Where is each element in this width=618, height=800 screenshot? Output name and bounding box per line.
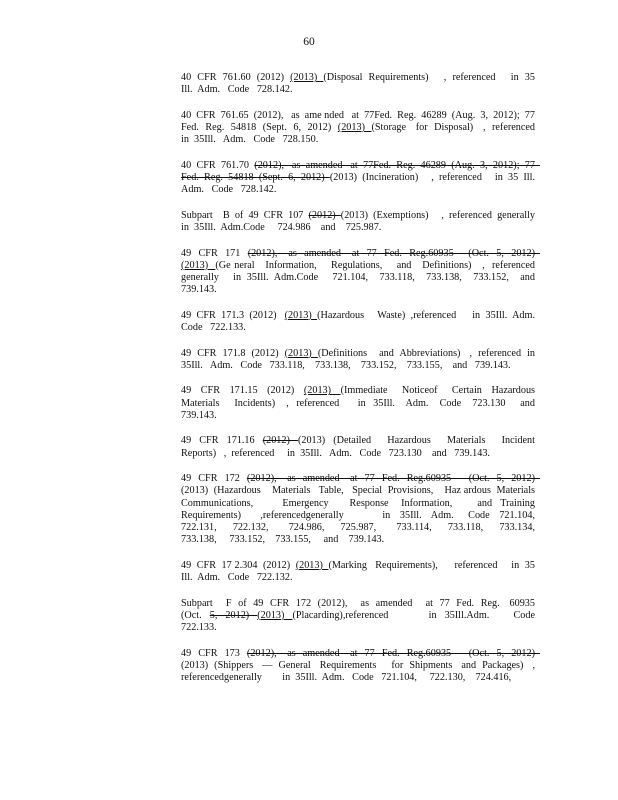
deleted-text: (2012), as amended at 77 Fed. Reg.60935 (Oct. 5, 2012)	[247, 247, 541, 259]
citation-text: (Immediate Noticeof Certain Hazardous Materials Incidents) , referenced in 35Ill. Adm. Code 723.130 and 739.143.	[181, 385, 541, 421]
inserted-text: (2013)	[303, 385, 341, 397]
citation-text: 49 CFR 173	[181, 647, 247, 659]
citation-entry	[181, 559, 541, 584]
deleted-text: 5, 2012)	[209, 609, 258, 621]
deleted-text: (2012)	[262, 435, 298, 447]
citation-entry	[181, 109, 548, 147]
citation-text: 40 CFR 761.70	[181, 159, 255, 171]
inserted-text: (2013)	[290, 72, 324, 83]
citation-list	[181, 72, 551, 698]
citation-text: 49 CFR 171.8 (2012)	[181, 347, 285, 359]
citation-entry	[181, 385, 541, 422]
inserted-text: (2013)	[257, 609, 293, 621]
inserted-text: (2013)	[284, 347, 318, 359]
citation-text: 49 CFR 171	[181, 247, 248, 259]
inserted-text: (2013)	[337, 122, 372, 133]
inserted-text: (2013)	[295, 559, 329, 571]
citation-text: 49 CFR 171.16	[181, 435, 263, 447]
deleted-text: (2012), as amended at 77Fed. Reg. 46289 (Aug. 3, 2012); 77 Fed. Reg. 54818 (Sept. 6, 2012)	[181, 159, 541, 183]
citation-text: (2013) (Detailed Hazardous Materials Incident Reports) , referenced in 35Ill. Adm. Code 723.130 and 739.143.	[181, 435, 541, 459]
citation-entry	[181, 473, 551, 546]
citation-entry	[181, 72, 541, 96]
inserted-text: (2013)	[181, 259, 216, 271]
citation-text: 49 CFR 171.3 (2012)	[181, 309, 285, 321]
citation-text: Subpart B of 49 CFR 107	[181, 209, 309, 221]
deleted-text: (2012), as amended at 77 Fed. Reg.60935 (Oct. 5, 2012)	[246, 473, 541, 485]
citation-text: 49 CFR 171.15 (2012)	[181, 385, 304, 397]
citation-entry	[181, 247, 541, 297]
citation-text: (Hazardous Waste) ,referenced in 35Ill. Adm. Code 722.133.	[181, 309, 543, 333]
citation-text: (Storage for Disposal) , referenced in 35Ill. Adm. Code 728.150.	[181, 122, 548, 146]
citation-text: (Placarding),referenced in 35Ill.Adm. Code 722.133.	[181, 609, 543, 633]
citation-text: 40 CFR 761.60 (2012)	[181, 72, 291, 83]
citation-entry	[181, 159, 541, 197]
citation-entry	[181, 209, 548, 234]
citation-text: (Disposal Requirements) , referenced in 35 Ill. Adm. Code 728.142.	[181, 72, 541, 96]
citation-text: 49 CFR 17 2.304 (2012)	[181, 559, 296, 571]
citation-text: (2013) (Exemptions) , referenced generally in 35Ill. Adm.Code 724.986 and 725.987.	[181, 209, 548, 233]
deleted-text: (2012), as amended at 77 Fed. Reg.60935 (Oct. 5, 2012)	[246, 647, 541, 659]
citation-text: 40 CFR 761.65 (2012), as ame nded at 77Fed. Reg. 46289 (Aug. 3, 2012); 77 Fed. Reg. 54818 (Sept. 6, 2012)	[181, 109, 541, 133]
citation-entry	[181, 647, 541, 685]
citation-text: (Ge neral Information, Regulations, and Definitions) , referenced generally in 35Ill. Adm.Code 721.104, 733.118, 733.138, 733.152, and 739.143.	[181, 259, 541, 296]
citation-text: (2013) (Incineration) , referenced in 35 Ill. Adm. Code 728.142.	[181, 172, 541, 196]
citation-text: (Marking Requirements), referenced in 35 Ill. Adm. Code 722.132.	[181, 559, 541, 583]
citation-text: Subpart F of 49 CFR 172 (2012), as amended at 77 Fed. Reg. 60935 (Oct.	[181, 597, 543, 621]
citation-text: (2013) (Shippers — General Requirements for Shipments and Packages) , referencedgenerally in 35Ill. Adm. Code 721.104, 722.130, 724.416,	[181, 659, 541, 683]
citation-entry	[181, 597, 543, 635]
page-number: 60	[303, 36, 315, 48]
deleted-text: (2012)	[308, 209, 341, 221]
citation-entry	[181, 347, 541, 372]
citation-text: 49 CFR 172	[181, 473, 247, 485]
citation-entry	[181, 435, 541, 459]
citation-text: (Definitions and Abbreviations) , referenced in 35Ill. Adm. Code 733.118, 733.138, 733.152, 733.155, and 739.143.	[181, 347, 541, 371]
citation-text: (2013) (Hazardous Materials Table, Special Provisions, Haz ardous Materials Communications, Emergency Response Information, and Training Requirements) ,referencedgenerally in 35Ill. Adm. Code 721.104, 722.131, 722.132, 724.986, 725.987, 733.114, 733.118, 733.134, 733.138, 733.152, 733.155, and 739.143.	[181, 485, 551, 546]
citation-entry	[181, 309, 543, 334]
inserted-text: (2013)	[284, 309, 318, 321]
